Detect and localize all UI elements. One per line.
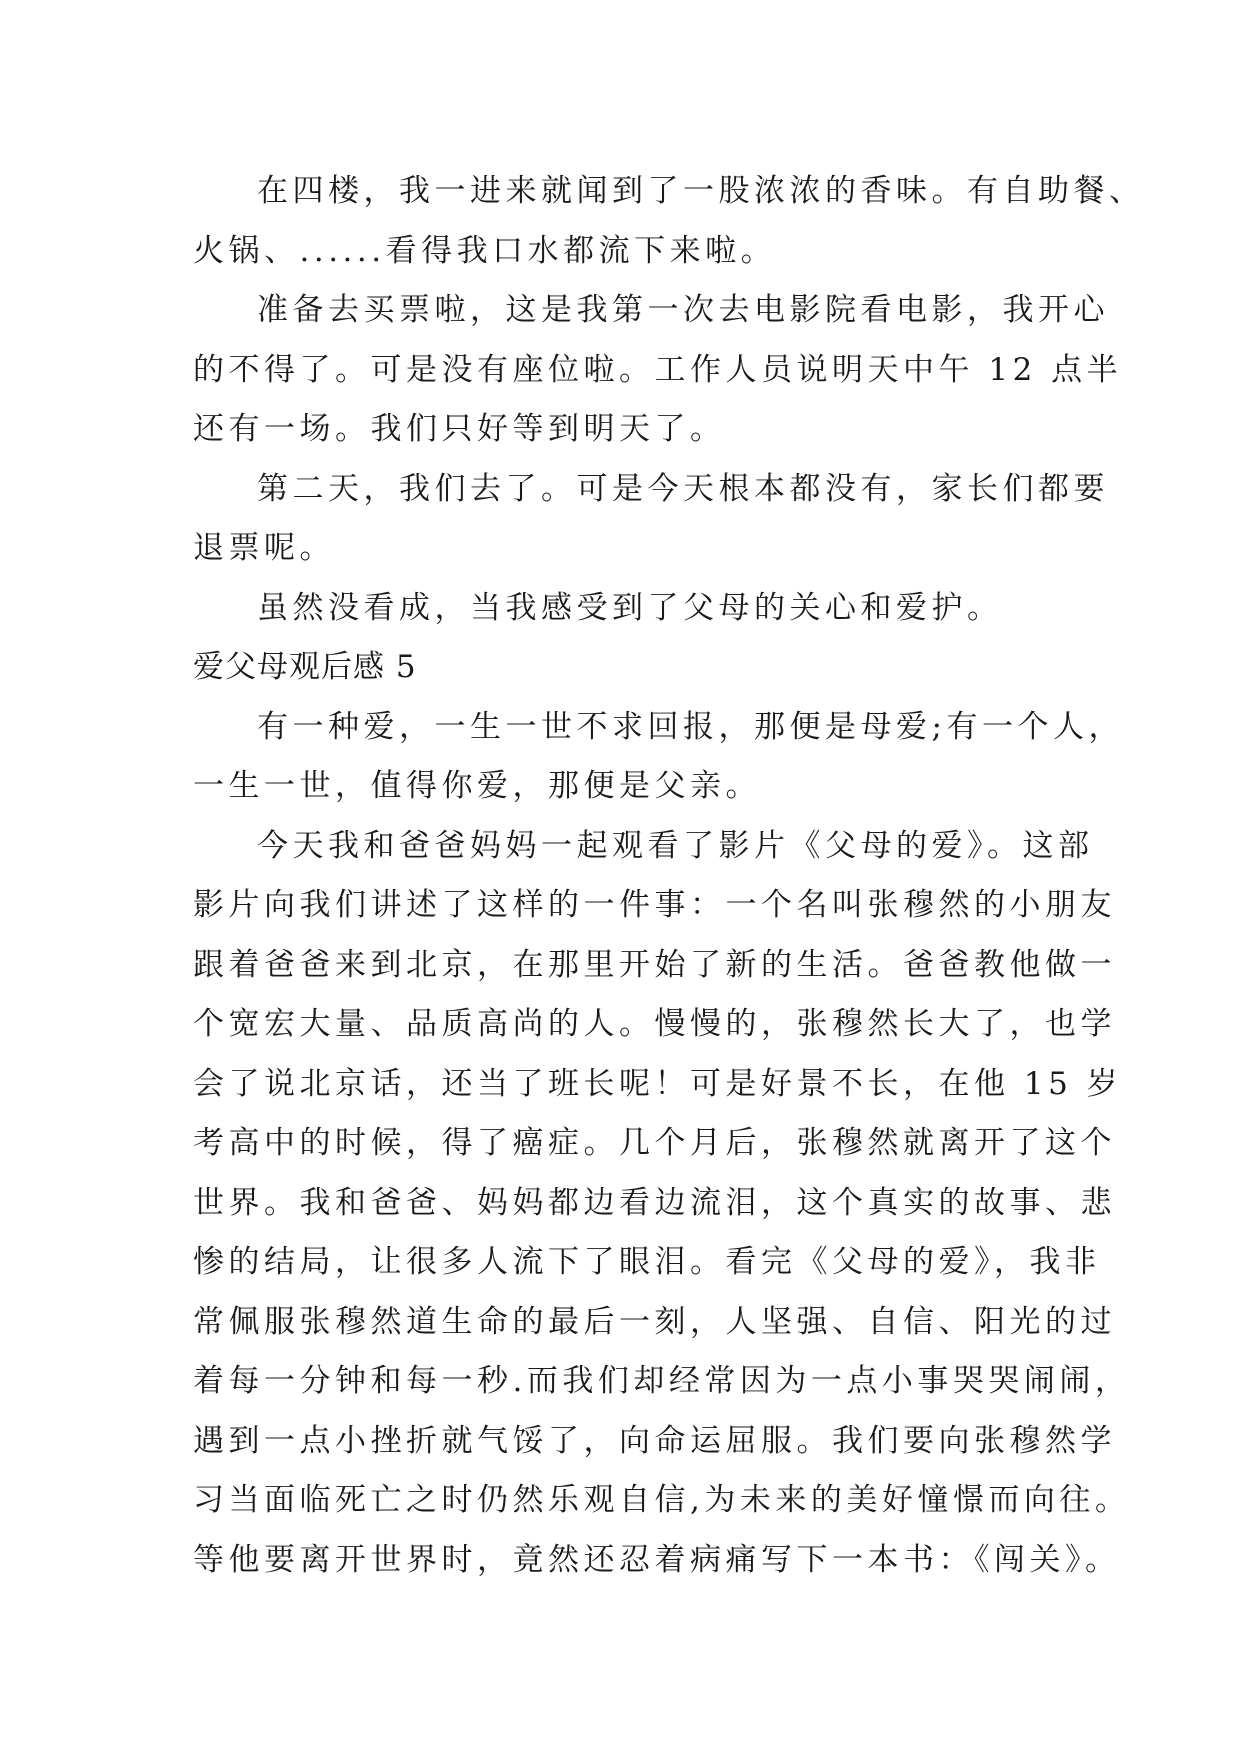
text-line: 影片向我们讲述了这样的一件事：一个名叫张穆然的小朋友 [193, 887, 1116, 923]
document-body [193, 162, 1145, 1590]
text-line: 的不得了。可是没有座位啦。工作人员说明天中午 12 点半 [193, 351, 1123, 388]
text-line: 火锅、......看得我口水都流下来啦。 [193, 232, 777, 269]
text-line: 准备去买票啦，这是我第一次去电影院看电影，我开心 [257, 292, 1109, 328]
text-line: 常佩服张穆然道生命的最后一刻，人坚强、自信、阳光的过 [193, 1303, 1116, 1340]
text-line: 世界。我和爸爸、妈妈都边看边流泪，这个真实的故事、悲 [193, 1184, 1116, 1221]
text-line: 会了说北京话，还当了班长呢！可是好景不长，在他 15 岁 [193, 1065, 1123, 1102]
text-line: 有一种爱，一生一世不求回报，那便是母爱;有一个人， [257, 708, 1124, 745]
text-line: 今天我和爸爸妈妈一起观看了影片《父母的爱》。这部 [257, 827, 1094, 864]
text-line: 考高中的时候，得了癌症。几个月后，张穆然就离开了这个 [193, 1125, 1116, 1161]
text-line: 个宽宏大量、品质高尚的人。慢慢的，张穆然长大了，也学 [193, 1006, 1116, 1042]
text-line: 在四楼，我一进来就闻到了一股浓浓的香味。有自助餐、 [257, 173, 1145, 209]
text-line: 遇到一点小挫折就气馁了，向命运屈服。我们要向张穆然学 [193, 1422, 1116, 1459]
text-line: 跟着爸爸来到北京，在那里开始了新的生活。爸爸教他做一 [193, 946, 1116, 983]
text-line: 着每一分钟和每一秒.而我们却经常因为一点小事哭哭闹闹， [193, 1363, 1131, 1399]
text-line: 惨的结局，让很多人流下了眼泪。看完《父母的爱》，我非 [193, 1244, 1101, 1280]
text-line: 还有一场。我们只好等到明天了。 [193, 411, 726, 447]
text-line: 一生一世，值得你爱，那便是父亲。 [193, 768, 761, 804]
text-line: 虽然没看成，当我感受到了父母的关心和爱护。 [257, 589, 1003, 626]
section-heading: 爱父母观后感 5 [193, 649, 417, 685]
text-line: 退票呢。 [193, 530, 335, 566]
text-line: 等他要离开世界时，竟然还忍着病痛写下一本书：《闯关》。 [193, 1541, 1121, 1578]
text-line: 习当面临死亡之时仍然乐观自信,为未来的美好憧憬而向往。 [193, 1482, 1131, 1518]
text-line: 第二天，我们去了。可是今天根本都没有，家长们都要 [257, 470, 1109, 507]
